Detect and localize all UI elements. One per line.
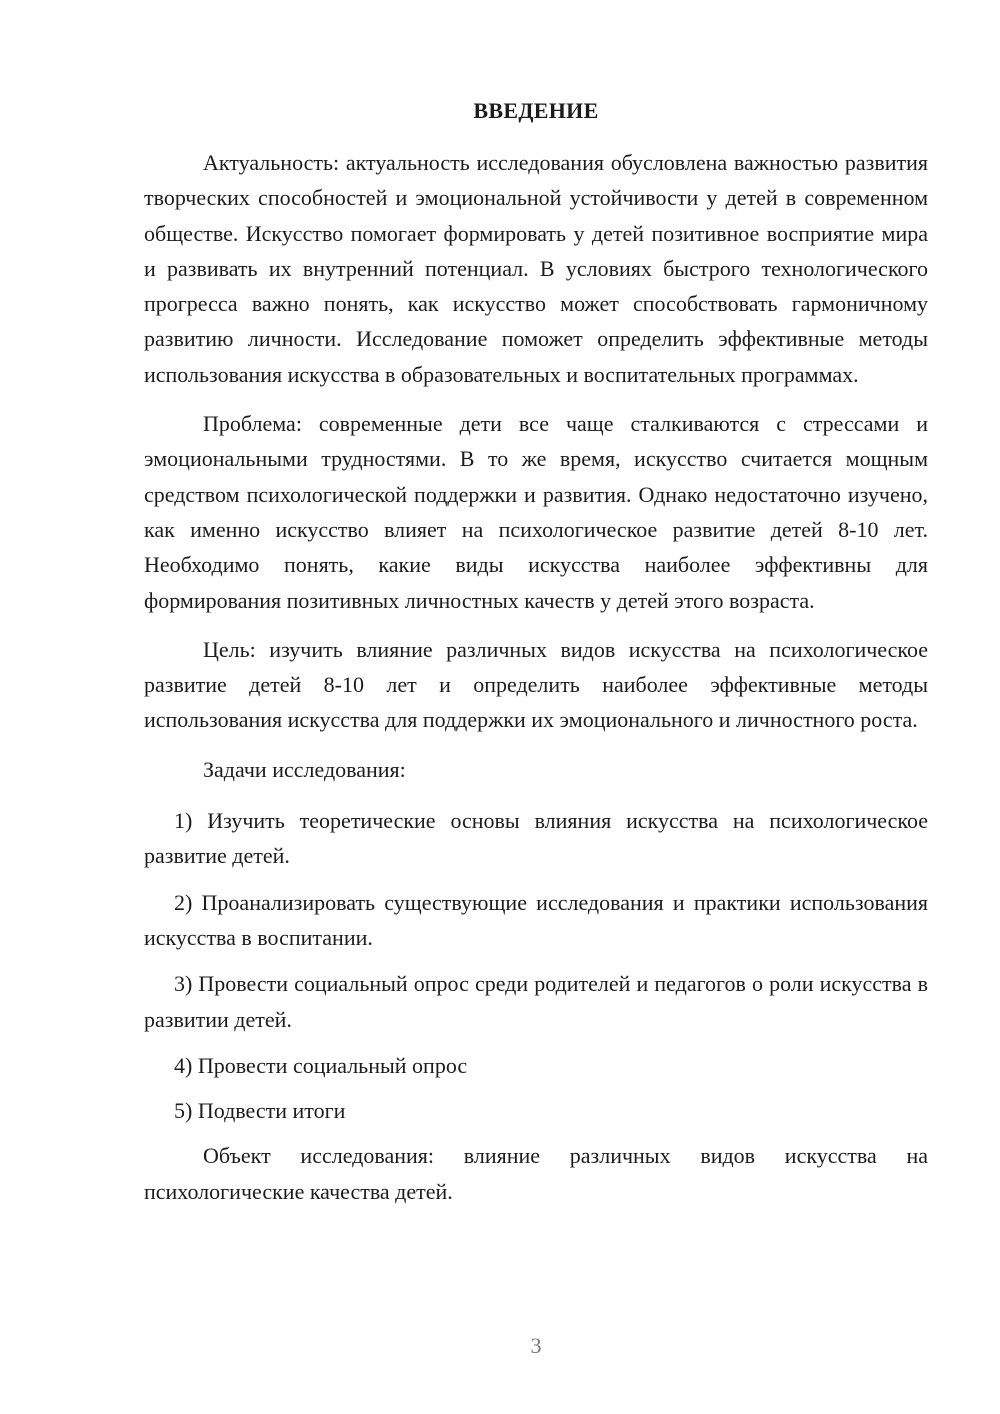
section-heading: ВВЕДЕНИЕ — [473, 98, 599, 123]
task-item-1: 1) Изучить теоретические основы влияния искусства на психологическое развитие детей. — [144, 808, 928, 869]
page-number: 3 — [530, 1333, 542, 1358]
research-tasks-list — [144, 803, 928, 1128]
tasks-heading: Задачи исследования: — [203, 756, 406, 782]
goal-paragraph: Цель: изучить влияние различных видов искусства на психологическое развитие детей 8-10 лет и определить наиболее эффективные методы использования искусства для поддержки их эмоционального и личностного роста. — [144, 636, 928, 733]
problem-paragraph: Проблема: современные дети все чаще сталкиваются с стрессами и эмоциональными трудностями. В то же время, искусство считается мощным средством психологической поддержки и развития. Однако недостаточно изучено, как именно искусство влияет на психологическое развитие детей 8-10 лет. Необходимо понять, какие виды искусства наиболее эффективны для формирования позитивных личностных качеств у детей этого возраста. — [144, 411, 928, 613]
object-paragraph: Объект исследования: влияние различных видов искусства на психологические качества детей. — [144, 1143, 928, 1204]
page-content — [144, 94, 928, 1223]
task-item-5: 5) Подвести итоги — [174, 1098, 346, 1124]
task-item-4: 4) Провести социальный опрос — [174, 1052, 468, 1078]
relevance-paragraph: Актуальность: актуальность исследования обусловлена важностью развития творческих способностей и эмоциональной устойчивости у детей в современном обществе. Искусство помогает формировать у детей позитивное восприятие мира и развивать их внутренний потенциал. В условиях быстрого технологического прогресса важно понять, как искусство может способствовать гармоничному развитию личности. Исследование поможет определить эффективные методы использования искусства в образовательных и воспитательных программах. — [144, 150, 928, 387]
task-item-2: 2) Проанализировать существующие исследования и практики использования искусства в воспитании. — [144, 889, 928, 950]
task-item-3: 3) Провести социальный опрос среди родителей и педагогов о роли искусства в развитии детей. — [144, 971, 928, 1032]
